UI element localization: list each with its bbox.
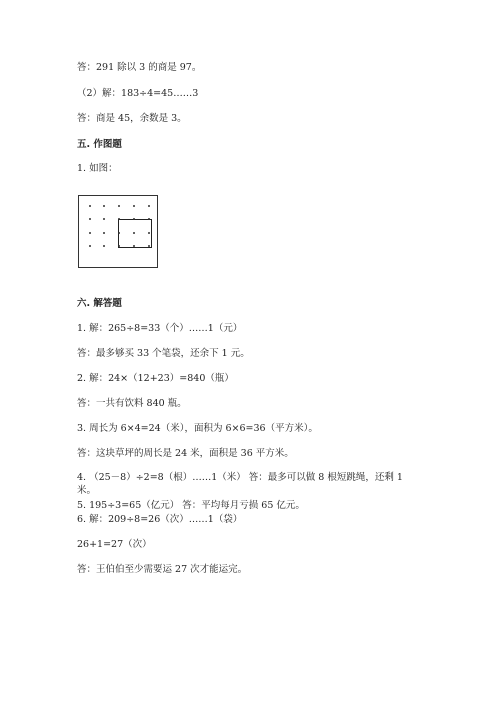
- grid-dot: [148, 245, 150, 247]
- solution-line: 6. 解：209÷8=26（次）……1（袋）: [77, 514, 243, 525]
- figure-caption: 1. 如图：: [77, 163, 118, 174]
- grid-dot: [148, 232, 150, 234]
- grid-dot: [133, 245, 135, 247]
- grid-dot: [118, 218, 120, 220]
- answer-line: 答：最多够买 33 个笔袋，还余下 1 元。: [77, 348, 250, 359]
- dot-grid-figure: [78, 195, 158, 268]
- section-heading-drawing: 五. 作图题: [77, 139, 122, 150]
- solution-line-wrap: 米。: [77, 485, 97, 496]
- answer-line: 答：一共有饮料 840 瓶。: [77, 398, 187, 409]
- grid-dot: [133, 205, 135, 207]
- grid-dot: [103, 218, 105, 220]
- grid-dot: [89, 205, 91, 207]
- grid-dot: [89, 245, 91, 247]
- solution-line: 5. 195÷3=65（亿元） 答：平均每月亏损 65 亿元。: [77, 500, 305, 511]
- solution-line: 1. 解：265÷8=33（个）……1（元）: [77, 323, 243, 334]
- grid-dot: [103, 245, 105, 247]
- solution-line: 3. 周长为 6×4=24（米），面积为 6×6=36（平方米）。: [77, 423, 318, 434]
- answer-line: 答：商是 45，余数是 3。: [77, 113, 187, 124]
- grid-dot: [103, 205, 105, 207]
- grid-dot: [133, 218, 135, 220]
- grid-dot: [118, 205, 120, 207]
- answer-line: 答：王伯伯至少需要运 27 次才能运完。: [77, 564, 248, 575]
- grid-dot: [148, 218, 150, 220]
- drawn-square: [118, 219, 152, 248]
- grid-dot: [118, 232, 120, 234]
- section-heading-solutions: 六. 解答题: [77, 298, 122, 309]
- solution-line: （2）解：183÷4=45……3: [77, 88, 199, 99]
- grid-dot: [89, 218, 91, 220]
- grid-dot: [103, 232, 105, 234]
- solution-line: 2. 解：24×（12+23）=840（瓶）: [77, 373, 234, 384]
- answer-line: 答：291 除以 3 的商是 97。: [77, 62, 202, 73]
- grid-dot: [118, 245, 120, 247]
- answer-line: 答：这块草坪的周长是 24 米，面积是 36 平方米。: [77, 448, 294, 459]
- grid-dot: [133, 232, 135, 234]
- solution-line: 26+1=27（次）: [77, 539, 152, 550]
- solution-line: 4. （25－8）÷2=8（根）……1（米） 答：最多可以做 8 根短跳绳，还剩 1: [77, 472, 403, 483]
- grid-dot: [148, 205, 150, 207]
- grid-dot: [89, 232, 91, 234]
